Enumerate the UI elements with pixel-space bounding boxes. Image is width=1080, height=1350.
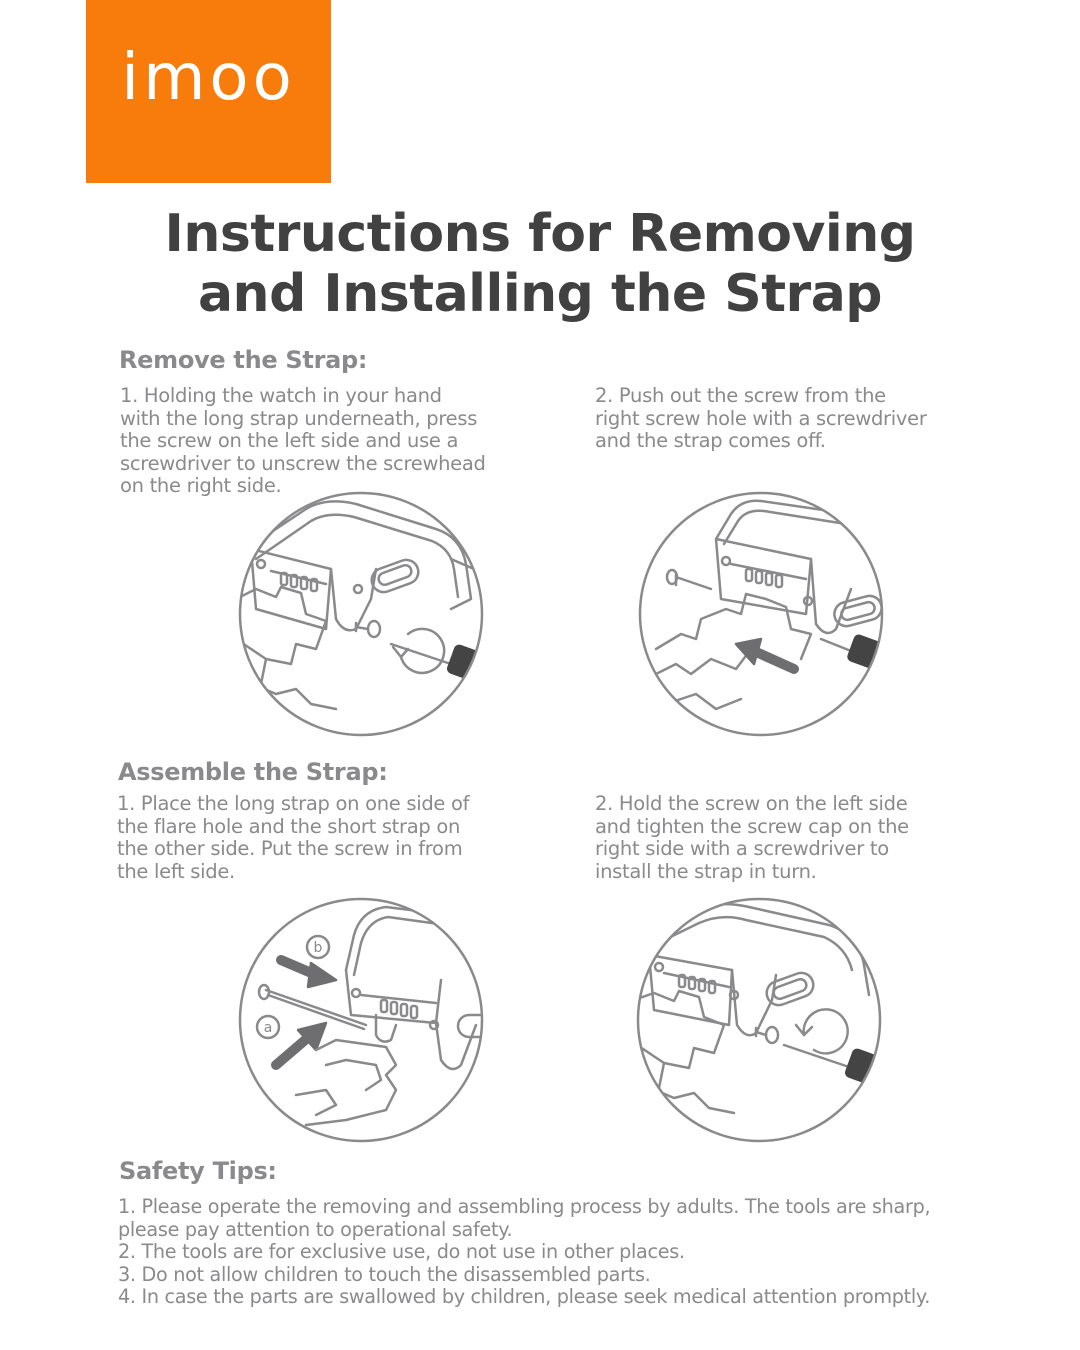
- safety-tip-line: please pay attention to operational safety.: [118, 1217, 513, 1241]
- unscrew-diagram-icon: [236, 489, 486, 739]
- assemble-step-1-line: the flare hole and the short strap on: [117, 814, 461, 838]
- remove-step-1-line: the screw on the left side and use a: [120, 429, 459, 452]
- assemble-step-2-line: install the strap in turn.: [595, 859, 817, 883]
- assemble-step-1-line: the other side. Put the screw in from: [117, 837, 463, 860]
- assemble-step-1-line: 1. Place the long strap on one side of: [117, 792, 470, 815]
- assemble-step-1-line: the left side.: [117, 859, 235, 883]
- remove-step-1-line: screwdriver to unscrew the screwhead: [120, 451, 486, 475]
- push-out-screw-diagram-icon: [636, 489, 886, 739]
- assemble-step-2-line: 2. Hold the screw on the left side: [595, 792, 908, 815]
- remove-strap-heading: Remove the Strap:: [119, 346, 368, 374]
- remove-step-2-line: and the strap comes off.: [595, 429, 826, 452]
- remove-step-1-line: on the right side.: [120, 474, 282, 497]
- safety-tips-heading: Safety Tips:: [119, 1157, 277, 1185]
- assemble-step-2-line: right side with a screwdriver to: [595, 837, 889, 860]
- remove-step-1: [120, 385, 486, 498]
- label-a: a: [263, 1020, 273, 1036]
- page-title: [0, 204, 1080, 324]
- assemble-strap-heading: Assemble the Strap:: [118, 758, 388, 786]
- remove-step-2-line: right screw hole with a screwdriver: [595, 406, 927, 430]
- tighten-screw-diagram-icon: [634, 895, 884, 1145]
- page-title-line-2: and Installing the Strap: [197, 264, 883, 324]
- assemble-step-2: [595, 793, 909, 883]
- remove-step-2: [595, 385, 927, 453]
- remove-step-1-line: with the long strap underneath, press: [120, 406, 478, 430]
- safety-tip-line: 2. The tools are for exclusive use, do not use in other places.: [118, 1240, 685, 1263]
- brand-logo-text: imoo: [121, 41, 296, 115]
- brand-logo: [86, 0, 331, 183]
- safety-tips-list: [118, 1196, 930, 1309]
- page-title-line-1: Instructions for Removing: [164, 204, 916, 264]
- assemble-step-1: [117, 793, 469, 883]
- assemble-step-2-line: and tighten the screw cap on the: [595, 814, 909, 838]
- insert-screw-diagram-icon: [236, 895, 486, 1145]
- safety-tip-line: 3. Do not allow children to touch the disassembled parts.: [118, 1262, 651, 1286]
- remove-step-2-line: 2. Push out the screw from the: [595, 384, 886, 407]
- safety-tip-line: 4. In case the parts are swallowed by children, please seek medical attention promptly.: [118, 1285, 931, 1308]
- remove-step-1-line: 1. Holding the watch in your hand: [120, 384, 442, 407]
- safety-tip-line: 1. Please operate the removing and assembling process by adults. The tools are sharp,: [118, 1195, 931, 1218]
- label-b: b: [313, 940, 323, 956]
